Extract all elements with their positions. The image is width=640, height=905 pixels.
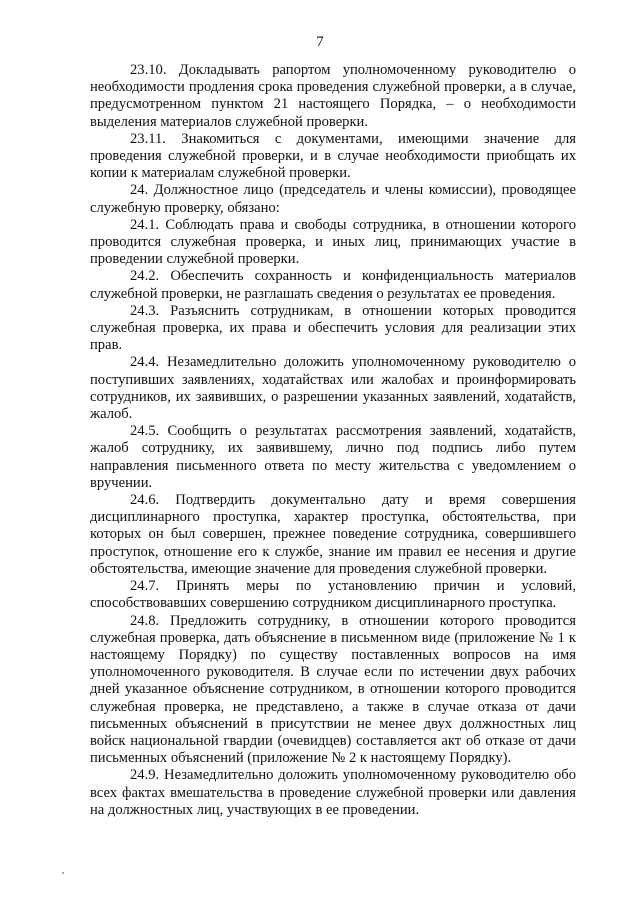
paragraph-24-2: 24.2. Обеспечить сохранность и конфиденциальность материалов служебной проверки, не разглашать сведения о результатах ее проведения. xyxy=(90,268,576,302)
paragraph-24-8: 24.8. Предложить сотруднику, в отношении которого проводится служебная проверка, дать объяснение в письменном виде (приложение № 1 к настоящему Порядку) по существу поставленных вопросов на имя уполномоченного руководителя. В случае если по истечении двух рабочих дней указанное объяснение сотрудником, в отношении которого проводится служебная проверка, не представлено, а также в случае отказа от дачи письменных объяснений в присутствии не менее двух должностных лиц войск национальной гвардии (очевидцев) составляется акт об отказе от дачи письменных объяснений (приложение № 2 к настоящему Порядку). xyxy=(90,612,576,767)
paragraph-24-7: 24.7. Принять меры по установлению причин и условий, способствовавших совершению сотрудником дисциплинарного проступка. xyxy=(90,578,576,612)
paragraph-24: 24. Должностное лицо (председатель и члены комиссии), проводящее служебную проверку, обязано: xyxy=(90,182,576,216)
page-number: 7 xyxy=(316,34,324,50)
scan-speck xyxy=(62,872,64,874)
paragraph-24-1: 24.1. Соблюдать права и свободы сотрудника, в отношении которого проводится служебная проверка, и иных лиц, принимающих участие в проведении служебной проверки. xyxy=(90,216,576,268)
paragraph-24-9: 24.9. Незамедлительно доложить уполномоченному руководителю обо всех фактах вмешательства в проведение служебной проверки или давления на должностных лиц, участвующих в ее проведении. xyxy=(90,767,576,818)
document-body xyxy=(90,62,576,819)
paragraph-24-6: 24.6. Подтвердить документально дату и время совершения дисциплинарного проступка, характер проступка, обстоятельства, при которых он был совершен, прежнее поведение сотрудника, совершившего проступок, отношение его к службе, знание им правил ее несения и другие обстоятельства, имеющие значение для проведения служебной проверки. xyxy=(90,492,576,577)
paragraph-23-11: 23.11. Знакомиться с документами, имеющими значение для проведения служебной проверки, и в случае необходимости приобщать их копии к материалам служебной проверки. xyxy=(90,130,576,182)
paragraph-24-4: 24.4. Незамедлительно доложить уполномоченному руководителю о поступивших заявлениях, ходатайствах или жалобах и проинформировать сотрудников, их заявивших, о разрешении указанных заявлений, ходатайств, жалоб. xyxy=(90,354,576,423)
paragraph-23-10: 23.10. Докладывать рапортом уполномоченному руководителю о необходимости продления срока проведения служебной проверки, а в случае, предусмотренном пунктом 21 настоящего Порядка, – о необходимости выделения материалов служебной проверки. xyxy=(90,62,576,130)
paragraph-24-5: 24.5. Сообщить о результатах рассмотрения заявлений, ходатайств, жалоб сотруднику, их заявившему, лично под подпись либо путем направления письменного ответа по месту жительства с уведомлением о вручении. xyxy=(90,423,576,491)
paragraph-24-3: 24.3. Разъяснить сотрудникам, в отношении которых проводится служебная проверка, их права и обеспечить условия для реализации этих прав. xyxy=(90,302,576,354)
